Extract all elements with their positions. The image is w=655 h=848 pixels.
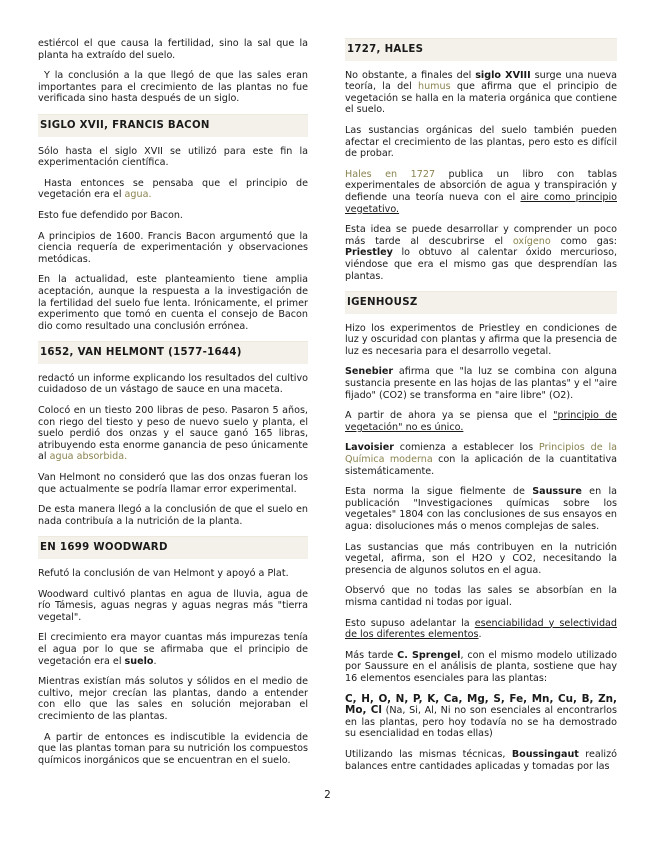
right-column xyxy=(345,38,617,781)
text: comienza a establecer los xyxy=(393,442,539,454)
text: . xyxy=(478,629,482,641)
text: Más tarde xyxy=(345,649,398,661)
text: afirma que "la luz se combina con alguna sustancia presente en las hojas de las plantas" y el "aire fijado" (CO2) se transforma en "aire libre" (O2). xyxy=(345,366,617,401)
paragraph: Y la conclusión a la que llegó de que las sales eran importantes para el crecimiento de las plantas no fue verificada sino hasta después de un siglo. xyxy=(38,70,308,105)
paragraph xyxy=(345,410,617,433)
paragraph xyxy=(345,366,617,401)
paragraph: Woodward cultivó plantas en agua de lluvia, agua de río Támesis, aguas negras y aguas negras más "tierra vegetal". xyxy=(38,588,308,623)
paragraph: A principios de 1600. Francis Bacon argumentó que la ciencia requería de experimentación y observaciones metódicas. xyxy=(38,230,308,265)
text: Esta idea se puede desarrollar y comprender un poco más tarde al descubrirse el xyxy=(345,224,617,247)
underlined-term: "principio de vegetación" no es único. xyxy=(345,410,617,433)
text: , con el mismo modelo utilizado por Saussure en el análisis de planta, sostiene que hay 16 elementos esenciales para las plantas: xyxy=(345,649,617,684)
paragraph xyxy=(345,486,617,532)
bold-term: Lavoisier xyxy=(345,442,394,454)
paragraph xyxy=(38,178,308,201)
highlight-term: agua absorbida. xyxy=(49,451,128,463)
section-heading: 1727, HALES xyxy=(345,38,617,61)
underlined-term: aire como principio vegetativo. xyxy=(345,191,617,215)
section-heading: EN 1699 WOODWARD xyxy=(38,536,308,559)
text: El crecimiento era mayor cuantas más impurezas tenía el agua por lo que se afirmaba que el principio de vegetación era el xyxy=(38,632,308,667)
paragraph: estiércol el que causa la fertilidad, sino la sal que la planta ha extraído del suelo. xyxy=(38,38,308,61)
text: como gas: xyxy=(550,235,617,247)
text: No obstante, a finales del xyxy=(345,69,476,81)
text: (Na, Si, Al, Ni no son esenciales al encontrarlos en las plantas, pero hoy todavía no se ha demostrado su esencialidad en todas ellas) xyxy=(345,705,617,740)
paragraph: Observó que no todas las sales se absorbían en la misma cantidad ni todas por igual. xyxy=(345,585,617,608)
paragraph: Las sustancias orgánicas del suelo también pueden afectar el crecimiento de las plantas, pero esto es difícil de probar. xyxy=(345,124,617,160)
text: Hasta entonces se pensaba que el principio de vegetación era el xyxy=(38,177,308,201)
bold-term: Senebier xyxy=(345,366,394,378)
paragraph xyxy=(345,694,617,740)
paragraph: Mientras existían más solutos y sólidos en el medio de cultivo, mejor crecían las plantas, dando a entender con ello que las sales en solución mejoraban el crecimiento de las plantas. xyxy=(38,676,308,722)
text: Utilizando las mismas técnicas, xyxy=(345,748,512,760)
text: A partir de ahora ya se piensa que el xyxy=(345,410,554,422)
paragraph xyxy=(345,618,617,641)
highlight-term: Principios de la Química moderna xyxy=(345,442,617,466)
section-heading: 1652, VAN HELMONT (1577-1644) xyxy=(38,341,308,364)
text: en la publicación "Investigaciones químicas sobre los vegetales" 1804 con las conclusiones de sus ensayos en agua: disoluciones más o menos complejas de sales. xyxy=(345,486,617,532)
paragraph: Las sustancias que más contribuyen en la nutrición vegetal, afirma, son el H2O y CO2, necesitando la presencia de algunos solutos en el agua. xyxy=(345,541,617,576)
paragraph: Sólo hasta el siglo XVII se utilizó para este fin la experimentación científica. xyxy=(38,145,308,169)
text: Esta norma la sigue fielmente de xyxy=(345,486,533,498)
bold-term: Saussure xyxy=(532,486,582,498)
paragraph xyxy=(345,224,617,282)
paragraph: redactó un informe explicando los resultados del cultivo cuidadoso de un vástago de sauce en una maceta. xyxy=(38,372,308,396)
text: Esto supuso adelantar la xyxy=(345,617,475,629)
page-number: 2 xyxy=(324,789,331,801)
paragraph: Hizo los experimentos de Priestley en condiciones de luz y oscuridad con plantas y afirma que la presencia de luz es necesaria para el desarrollo vegetal. xyxy=(345,322,617,357)
paragraph: A partir de entonces es indiscutible la evidencia de que las plantas toman para su nutrición los compuestos químicos inorgánicos que se encuentran en el suelo. xyxy=(38,731,308,766)
highlight-term: oxígeno xyxy=(512,235,551,247)
bold-term: siglo XVIII xyxy=(475,69,531,81)
text: con la aplicación de la cuantitativa sistemáticamente. xyxy=(345,454,617,477)
text: surge una nueva teoría, la del xyxy=(345,69,617,93)
bold-term: Priestley xyxy=(345,247,393,259)
paragraph xyxy=(38,632,308,667)
paragraph xyxy=(345,442,617,477)
paragraph: Refutó la conclusión de van Helmont y apoyó a Plat. xyxy=(38,568,289,579)
highlight-term: agua. xyxy=(124,189,152,201)
left-column xyxy=(38,38,308,775)
text: . xyxy=(153,655,157,667)
bold-term: C. Sprengel xyxy=(397,649,461,661)
bold-term: suelo xyxy=(124,655,154,667)
paragraph xyxy=(345,70,617,116)
paragraph xyxy=(345,650,617,685)
paragraph xyxy=(38,405,308,463)
paragraph: En la actualidad, este planteamiento tiene amplia aceptación, aunque la respuesta a la investigación de la fertilidad del suelo fue lenta. Irónicamente, el primer experimento que tomó en cuenta el consejo de Bacon dio como resultado una conclusión errónea. xyxy=(38,274,308,332)
text: Colocó en un tiesto 200 libras de peso. Pasaron 5 años, con riego del tiesto y peso de nuevo suelo y planta, el suelo perdió dos onzas y el sauce ganó 165 libras, atribuyendo esta enorme ganancia de peso únicamente al xyxy=(38,405,308,463)
highlight-term: Hales en 1727 xyxy=(345,168,436,180)
text: lo obtuvo al calentar óxido mercurioso, viéndose que era el mismo gas que desprendían las plantas. xyxy=(345,247,617,282)
paragraph: De esta manera llegó a la conclusión de que el suelo en nada contribuía a la nutrición de la planta. xyxy=(38,504,308,527)
highlight-term: humus xyxy=(418,81,451,93)
text: que afirma que el principio de vegetación se halla en la materia orgánica que contiene el suelo. xyxy=(345,81,617,116)
text: realizó balances entre cantidades aplicadas y tomadas por las xyxy=(345,748,617,772)
bold-term: Boussingaut xyxy=(511,748,579,760)
element-list: C, H, O, N, P, K, Ca, Mg, S, Fe, Mn, Cu, B, Zn, Mo, Cl xyxy=(345,692,617,717)
paragraph: Van Helmont no consideró que las dos onzas fueran los que actualmente se podría llamar error experimental. xyxy=(38,472,308,495)
paragraph: Esto fue defendido por Bacon. xyxy=(38,209,183,221)
section-heading: SIGLO XVII, FRANCIS BACON xyxy=(38,114,308,137)
paragraph xyxy=(345,169,617,215)
paragraph xyxy=(345,749,617,772)
section-heading: IGENHOUSZ xyxy=(345,291,617,314)
text: publica un libro con tablas experimentales de absorción de agua y transpiración y defiende una teoría nueva con el xyxy=(345,168,617,203)
underlined-term: esenciabilidad y selectividad de los diferentes elementos xyxy=(345,617,617,641)
